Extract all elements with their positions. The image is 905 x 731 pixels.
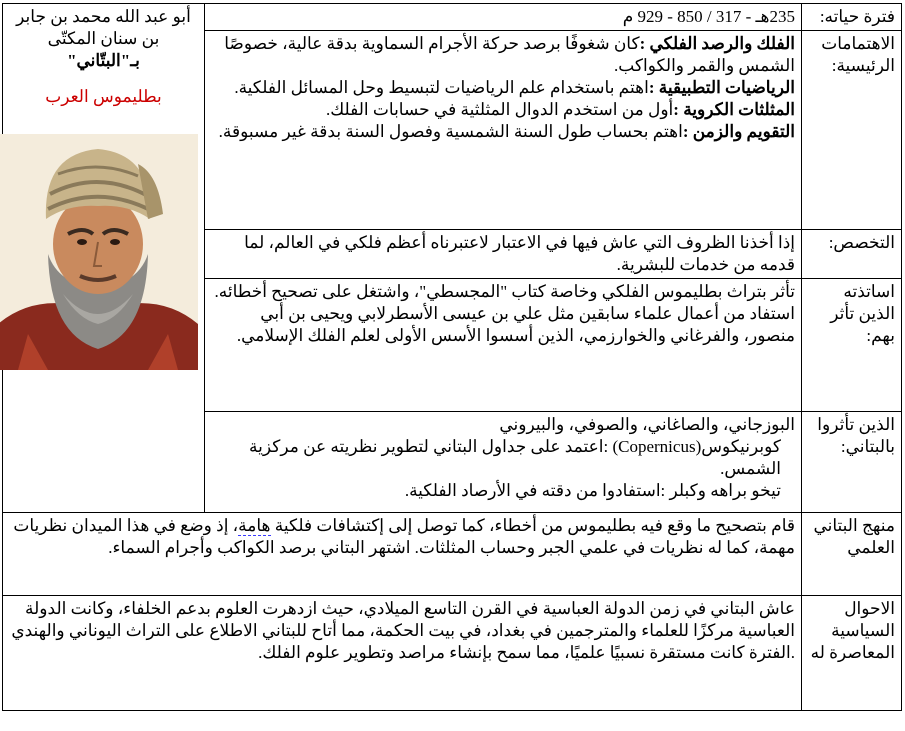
interests-label: الاهتمامات الرئيسية:	[802, 31, 902, 230]
method-label: منهج البتاني العلمي	[802, 513, 902, 596]
interest-item	[211, 33, 795, 77]
profile-name-line2: بن سنان المكتّى	[47, 29, 160, 48]
interests-content	[205, 31, 802, 230]
interest-text: كان شغوفًا برصد حركة الأجرام السماوية بدقة عالية، خصوصًا الشمس والقمر والكواكب.	[224, 34, 795, 75]
profile-alias: بطليموس العرب	[45, 87, 162, 106]
influenced-content	[205, 412, 802, 513]
interest-text: اهتم باستخدام علم الرياضيات لتبسيط وحل المسائل الفلكية.	[234, 78, 649, 97]
method-text	[3, 513, 802, 596]
life-dates: 235هـ - 317 / 850 - 929 م	[205, 4, 802, 31]
method-text-part: قام بتصحيح ما وقع فيه بطليموس من أخطاء، كما توصل إلى إكتشافات فلكية	[270, 516, 795, 535]
influenced-line: تيخو براهه وكبلر :استفادوا من دقته في الأرصاد الفلكية.	[404, 481, 781, 500]
profile-cell	[3, 4, 205, 513]
row-political	[3, 596, 902, 711]
political-label: الاحوال السياسية المعاصرة له	[802, 596, 902, 711]
row-life	[3, 4, 902, 31]
teachers-paragraph: تأثر بتراث بطليموس الفلكي وخاصة كتاب "المجسطي"، واشتغل على تصحيح أخطائه.	[214, 282, 795, 301]
influenced-line: البوزجاني، والصاغاني، والصوفي، والبيروني	[499, 415, 795, 434]
interest-text: أول من استخدم الدوال المثلثية في حسابات الفلك.	[325, 100, 674, 119]
row-method	[3, 513, 902, 596]
interest-item	[211, 121, 795, 143]
profile-name-line1: أبو عبد الله محمد بن جابر	[16, 7, 191, 26]
teachers-content	[205, 279, 802, 412]
interest-title: الفلك والرصد الفلكي :	[639, 34, 795, 53]
method-marked-word: هامة	[238, 516, 271, 535]
influenced-label: الذين تأثروا بالبتاني:	[802, 412, 902, 513]
teachers-paragraph: استفاد من أعمال علماء سابقين مثل علي بن عيسى الأسطرلابي ويحيى بن أبي منصور، والفرغاني والخوارزمي، الذين أسسوا الأسس الأولى لعلم الفلك الإسلامي.	[236, 304, 795, 345]
political-text: عاش البتاني في زمن الدولة العباسية في القرن التاسع الميلادي، حيث ازدهرت العلوم بدعم الخلفاء، وكانت الدولة العباسية مركزًا للعلماء والمترجمين في بغداد، في بيت الحكمة، مما أتاح للبتاني الاطلاع على التراث اليوناني والهندي .الفترة كانت مستقرة نسبيًا علميًا، مما سمح بإنشاء مراصد وتطوير علوم الفلك.	[3, 596, 802, 711]
life-label: فترة حياته:	[802, 4, 902, 31]
interest-title: المثلثات الكروية :	[673, 100, 795, 119]
influenced-line: كوبرنيكوس(Copernicus) :اعتمد على جداول البتاني لتطوير نظريته عن مركزية الشمس.	[249, 437, 781, 478]
interest-text: اهتم بحساب طول السنة الشمسية وفصول السنة بدقة غير مسبوقة.	[218, 122, 683, 141]
biography-table	[2, 3, 902, 711]
interest-item	[211, 77, 795, 99]
method-text-part: ، إذ وضع في هذا الميدان نظريات مهمة، كما له نظريات في علمي الجبر وحساب المثلثات. اشتهر البتاني برصد الكواكب وأجرام السماء.	[13, 516, 795, 557]
interest-item	[211, 99, 795, 121]
interest-title: التقويم والزمن :	[682, 122, 795, 141]
teachers-label: اساتذته الذين تأثر بهم:	[802, 279, 902, 412]
interest-title: الرياضيات التطبيقية :	[648, 78, 795, 97]
specialty-label: التخصص:	[802, 230, 902, 279]
portrait-image	[0, 134, 198, 370]
specialty-text: إذا أخذنا الظروف التي عاش فيها في الاعتبار لاعتبرناه أعظم فلكي في العالم، لما قدمه من خدمات للبشرية.	[205, 230, 802, 279]
profile-nickname: بـ"البتّاني"	[67, 51, 140, 70]
